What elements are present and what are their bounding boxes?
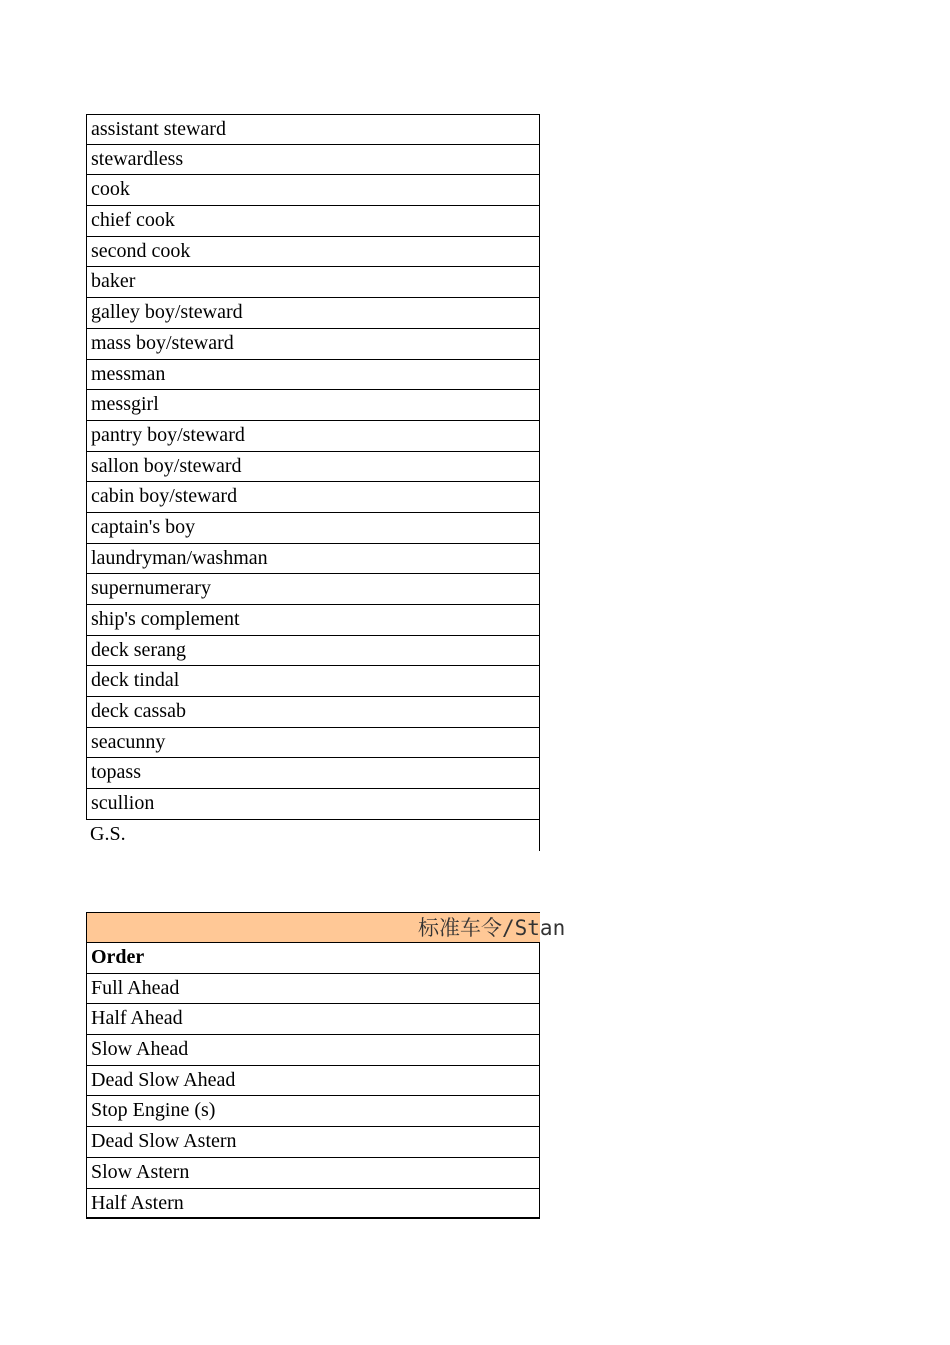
table-row: captain's boy <box>86 513 540 544</box>
table-row: baker <box>86 267 540 298</box>
table-row: Dead Slow Astern <box>86 1127 540 1158</box>
table-row: sallon boy/steward <box>86 452 540 483</box>
table-row: supernumerary <box>86 574 540 605</box>
table-row: pantry boy/steward <box>86 421 540 452</box>
table-row: seacunny <box>86 728 540 759</box>
table-row: chief cook <box>86 206 540 237</box>
table-row: Slow Astern <box>86 1158 540 1189</box>
table-row: Stop Engine (s) <box>86 1096 540 1127</box>
table-row: Half Ahead <box>86 1004 540 1035</box>
table-row: mass boy/steward <box>86 329 540 360</box>
crew-titles-table <box>86 114 540 851</box>
table-row: laundryman/washman <box>86 544 540 575</box>
table-row: messgirl <box>86 390 540 421</box>
engine-orders-table <box>86 912 566 1219</box>
table-row: deck serang <box>86 636 540 667</box>
table-row: stewardless <box>86 145 540 176</box>
table-row: cabin boy/steward <box>86 482 540 513</box>
table-row: Slow Ahead <box>86 1035 540 1066</box>
column-header: Order <box>86 943 540 974</box>
table-row: Full Ahead <box>86 974 540 1005</box>
table-row: ship's complement <box>86 605 540 636</box>
table-row: cook <box>86 175 540 206</box>
banner-title: 标准车令/Stan <box>418 916 566 940</box>
table-row: Dead Slow Ahead <box>86 1066 540 1097</box>
table-row: scullion <box>86 789 540 820</box>
table-row: messman <box>86 360 540 391</box>
table-row: deck tindal <box>86 666 540 697</box>
table-row: deck cassab <box>86 697 540 728</box>
table-row: G.S. <box>86 820 540 851</box>
table-row: topass <box>86 758 540 789</box>
table-banner <box>86 912 566 943</box>
table-row: second cook <box>86 237 540 268</box>
table-row: assistant steward <box>86 114 540 145</box>
table-row: Half Astern <box>86 1189 540 1220</box>
table-row: galley boy/steward <box>86 298 540 329</box>
